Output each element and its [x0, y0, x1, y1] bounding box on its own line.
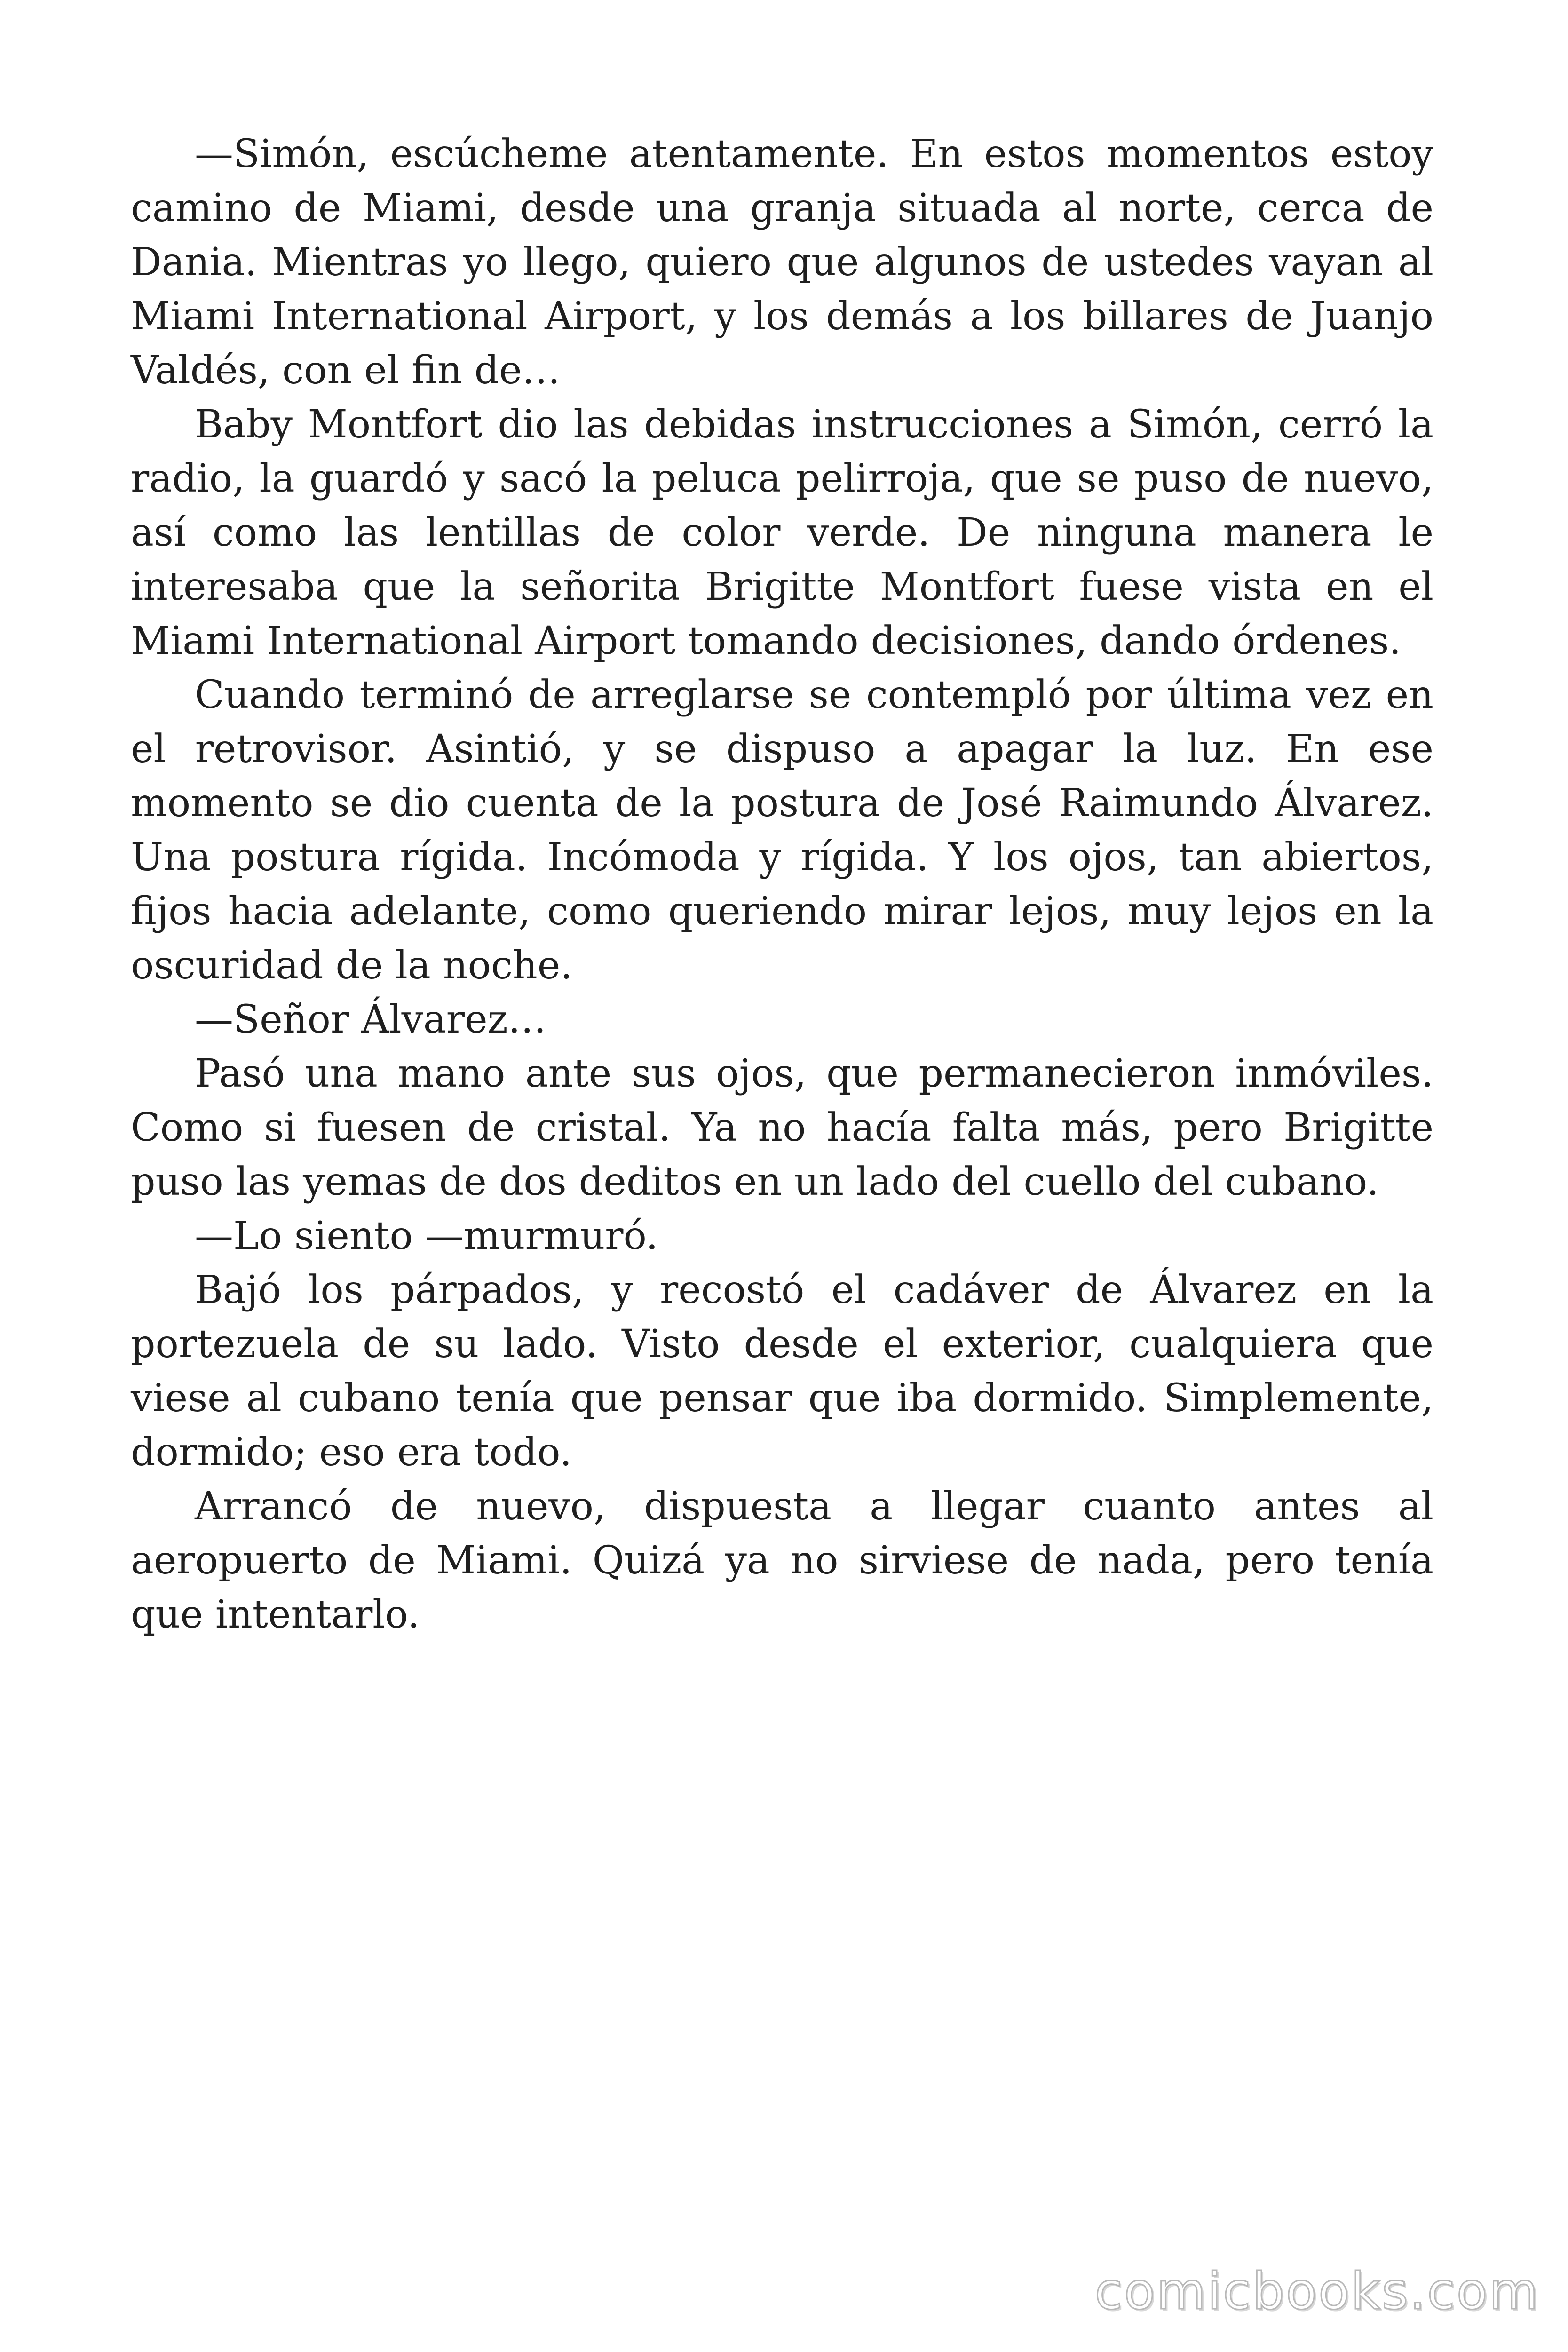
paragraph-6: —Lo siento —murmuró. — [195, 1214, 658, 1258]
paragraph-1: —Simón, escúcheme atentamente. En estos momentos estoy camino de Miami, desde una granja situada al norte, cerca de Dania. Mientras yo llego, quiero que algunos de ustedes vayan al Miami International Airport, y los demás a los billares de Juanjo Valdés, con el fin de… — [131, 132, 1433, 393]
paragraph-3: Cuando terminó de arreglarse se contempló por última vez en el retrovisor. Asintió, y se dispuso a apagar la luz. En ese momento se dio cuenta de la postura de José Raimundo Álvarez. Una postura rígida. Incómoda y rígida. Y los ojos, tan abiertos, fijos hacia adelante, como queriendo mirar lejos, muy lejos en la oscuridad de la noche. — [131, 673, 1433, 988]
paragraph-2: Baby Montfort dio las debidas instrucciones a Simón, cerró la radio, la guardó y sacó la peluca pelirroja, que se puso de nuevo, así como las lentillas de color verde. De ninguna manera le interesaba que la señorita Brigitte Montfort fuese vista en el Miami International Airport tomando decisiones, dando órdenes. — [131, 402, 1433, 663]
body-text — [131, 127, 1433, 1642]
paragraph-7: Bajó los párpados, y recostó el cadáver de Álvarez en la portezuela de su lado. Visto desde el exterior, cualquiera que viese al cubano tenía que pensar que iba dormido. Simplemente, dormido; eso era todo. — [131, 1268, 1433, 1475]
paragraph-8: Arrancó de nuevo, dispuesta a llegar cuanto antes al aeropuerto de Miami. Quizá ya no sirviese de nada, pero tenía que intentarlo. — [131, 1484, 1433, 1637]
watermark: comicbooks.com — [1094, 2262, 1540, 2321]
paragraph-5: Pasó una mano ante sus ojos, que permanecieron inmóviles. Como si fuesen de cristal. Ya no hacía falta más, pero Brigitte puso las yemas de dos deditos en un lado del cuello del cubano. — [131, 1051, 1433, 1204]
paragraph-4: —Señor Álvarez… — [195, 997, 546, 1042]
